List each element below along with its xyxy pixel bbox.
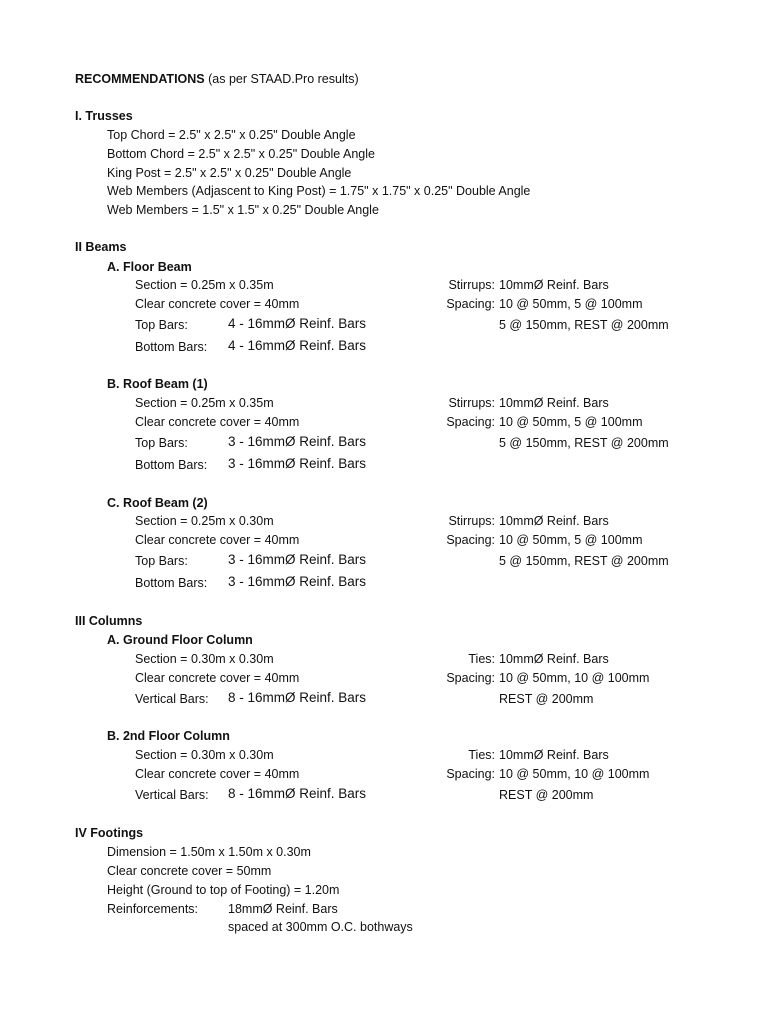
top-bars-label: Top Bars: xyxy=(135,436,188,450)
stirrups-value: 10mmØ Reinf. Bars xyxy=(499,396,609,410)
spacing-label: Spacing: xyxy=(446,297,495,311)
columns-heading: III Columns xyxy=(75,614,143,628)
beam-heading: C. Roof Beam (2) xyxy=(107,496,208,510)
bottom-bars-label: Bottom Bars: xyxy=(135,576,208,590)
column-heading: B. 2nd Floor Column xyxy=(107,729,230,743)
spacing-value-2: 5 @ 150mm, REST @ 200mm xyxy=(499,554,669,568)
spacing-value-2: REST @ 200mm xyxy=(499,788,594,802)
ties-label: Ties: xyxy=(468,652,495,666)
document-title xyxy=(75,73,359,86)
ties-value: 10mmØ Reinf. Bars xyxy=(499,652,609,666)
bottom-bars-value: 3 - 16mmØ Reinf. Bars xyxy=(228,456,367,471)
stirrups-label: Stirrups: xyxy=(448,396,495,410)
spacing-label: Spacing: xyxy=(446,415,495,429)
title-bold: RECOMMENDATIONS xyxy=(75,72,205,86)
spacing-value: 10 @ 50mm, 5 @ 100mm xyxy=(499,297,643,311)
vertical-bars-value: 8 - 16mmØ Reinf. Bars xyxy=(228,786,367,801)
spacing-label: Spacing: xyxy=(446,671,495,685)
beam-heading: B. Roof Beam (1) xyxy=(107,377,208,391)
bottom-bars-label: Bottom Bars: xyxy=(135,458,208,472)
top-bars-label: Top Bars: xyxy=(135,318,188,332)
bottom-bars-value: 3 - 16mmØ Reinf. Bars xyxy=(228,574,367,589)
top-bars-label: Top Bars: xyxy=(135,554,188,568)
beam-cover: Clear concrete cover = 40mm xyxy=(135,297,300,311)
spacing-value: 10 @ 50mm, 5 @ 100mm xyxy=(499,415,643,429)
ties-label: Ties: xyxy=(468,748,495,762)
spacing-label: Spacing: xyxy=(446,767,495,781)
footing-height: Height (Ground to top of Footing) = 1.20m xyxy=(107,883,340,897)
beam-section: Section = 0.25m x 0.30m xyxy=(135,514,274,528)
beams-heading: II Beams xyxy=(75,240,127,254)
column-section: Section = 0.30m x 0.30m xyxy=(135,652,274,666)
spacing-value: 10 @ 50mm, 5 @ 100mm xyxy=(499,533,643,547)
stirrups-value: 10mmØ Reinf. Bars xyxy=(499,514,609,528)
footing-dimension: Dimension = 1.50m x 1.50m x 0.30m xyxy=(107,845,311,859)
beam-section: Section = 0.25m x 0.35m xyxy=(135,278,274,292)
ties-value: 10mmØ Reinf. Bars xyxy=(499,748,609,762)
column-cover: Clear concrete cover = 40mm xyxy=(135,671,300,685)
vertical-bars-value: 8 - 16mmØ Reinf. Bars xyxy=(228,690,367,705)
column-section: Section = 0.30m x 0.30m xyxy=(135,748,274,762)
spacing-value: 10 @ 50mm, 10 @ 100mm xyxy=(499,671,650,685)
spacing-value-2: 5 @ 150mm, REST @ 200mm xyxy=(499,318,669,332)
beam-section: Section = 0.25m x 0.35m xyxy=(135,396,274,410)
spacing-label: Spacing: xyxy=(446,533,495,547)
vertical-bars-label: Vertical Bars: xyxy=(135,692,209,706)
top-bars-value: 4 - 16mmØ Reinf. Bars xyxy=(228,316,367,331)
stirrups-value: 10mmØ Reinf. Bars xyxy=(499,278,609,292)
column-cover: Clear concrete cover = 40mm xyxy=(135,767,300,781)
beam-heading: A. Floor Beam xyxy=(107,260,192,274)
trusses-heading: I. Trusses xyxy=(75,109,133,123)
reinforcements-value-2: spaced at 300mm O.C. bothways xyxy=(228,920,413,934)
stirrups-label: Stirrups: xyxy=(448,278,495,292)
title-rest: (as per STAAD.Pro results) xyxy=(204,72,359,86)
footings-heading: IV Footings xyxy=(75,826,144,840)
bottom-bars-value: 4 - 16mmØ Reinf. Bars xyxy=(228,338,367,353)
spacing-value: 10 @ 50mm, 10 @ 100mm xyxy=(499,767,650,781)
reinforcements-label: Reinforcements: xyxy=(107,902,199,916)
truss-item: King Post = 2.5" x 2.5" x 0.25" Double Angle xyxy=(107,166,352,180)
stirrups-label: Stirrups: xyxy=(448,514,495,528)
top-bars-value: 3 - 16mmØ Reinf. Bars xyxy=(228,552,367,567)
reinforcements-value: 18mmØ Reinf. Bars xyxy=(228,902,338,916)
truss-item: Web Members (Adjascent to King Post) = 1.75" x 1.75" x 0.25" Double Angle xyxy=(107,184,531,198)
beam-cover: Clear concrete cover = 40mm xyxy=(135,415,300,429)
bottom-bars-label: Bottom Bars: xyxy=(135,340,208,354)
beam-cover: Clear concrete cover = 40mm xyxy=(135,533,300,547)
top-bars-value: 3 - 16mmØ Reinf. Bars xyxy=(228,434,367,449)
column-heading: A. Ground Floor Column xyxy=(107,633,253,647)
spacing-value-2: REST @ 200mm xyxy=(499,692,594,706)
truss-item: Web Members = 1.5" x 1.5" x 0.25" Double Angle xyxy=(107,203,379,217)
truss-item: Bottom Chord = 2.5" x 2.5" x 0.25" Double Angle xyxy=(107,147,375,161)
footing-cover: Clear concrete cover = 50mm xyxy=(107,864,272,878)
spacing-value-2: 5 @ 150mm, REST @ 200mm xyxy=(499,436,669,450)
truss-item: Top Chord = 2.5" x 2.5" x 0.25" Double Angle xyxy=(107,128,356,142)
vertical-bars-label: Vertical Bars: xyxy=(135,788,209,802)
